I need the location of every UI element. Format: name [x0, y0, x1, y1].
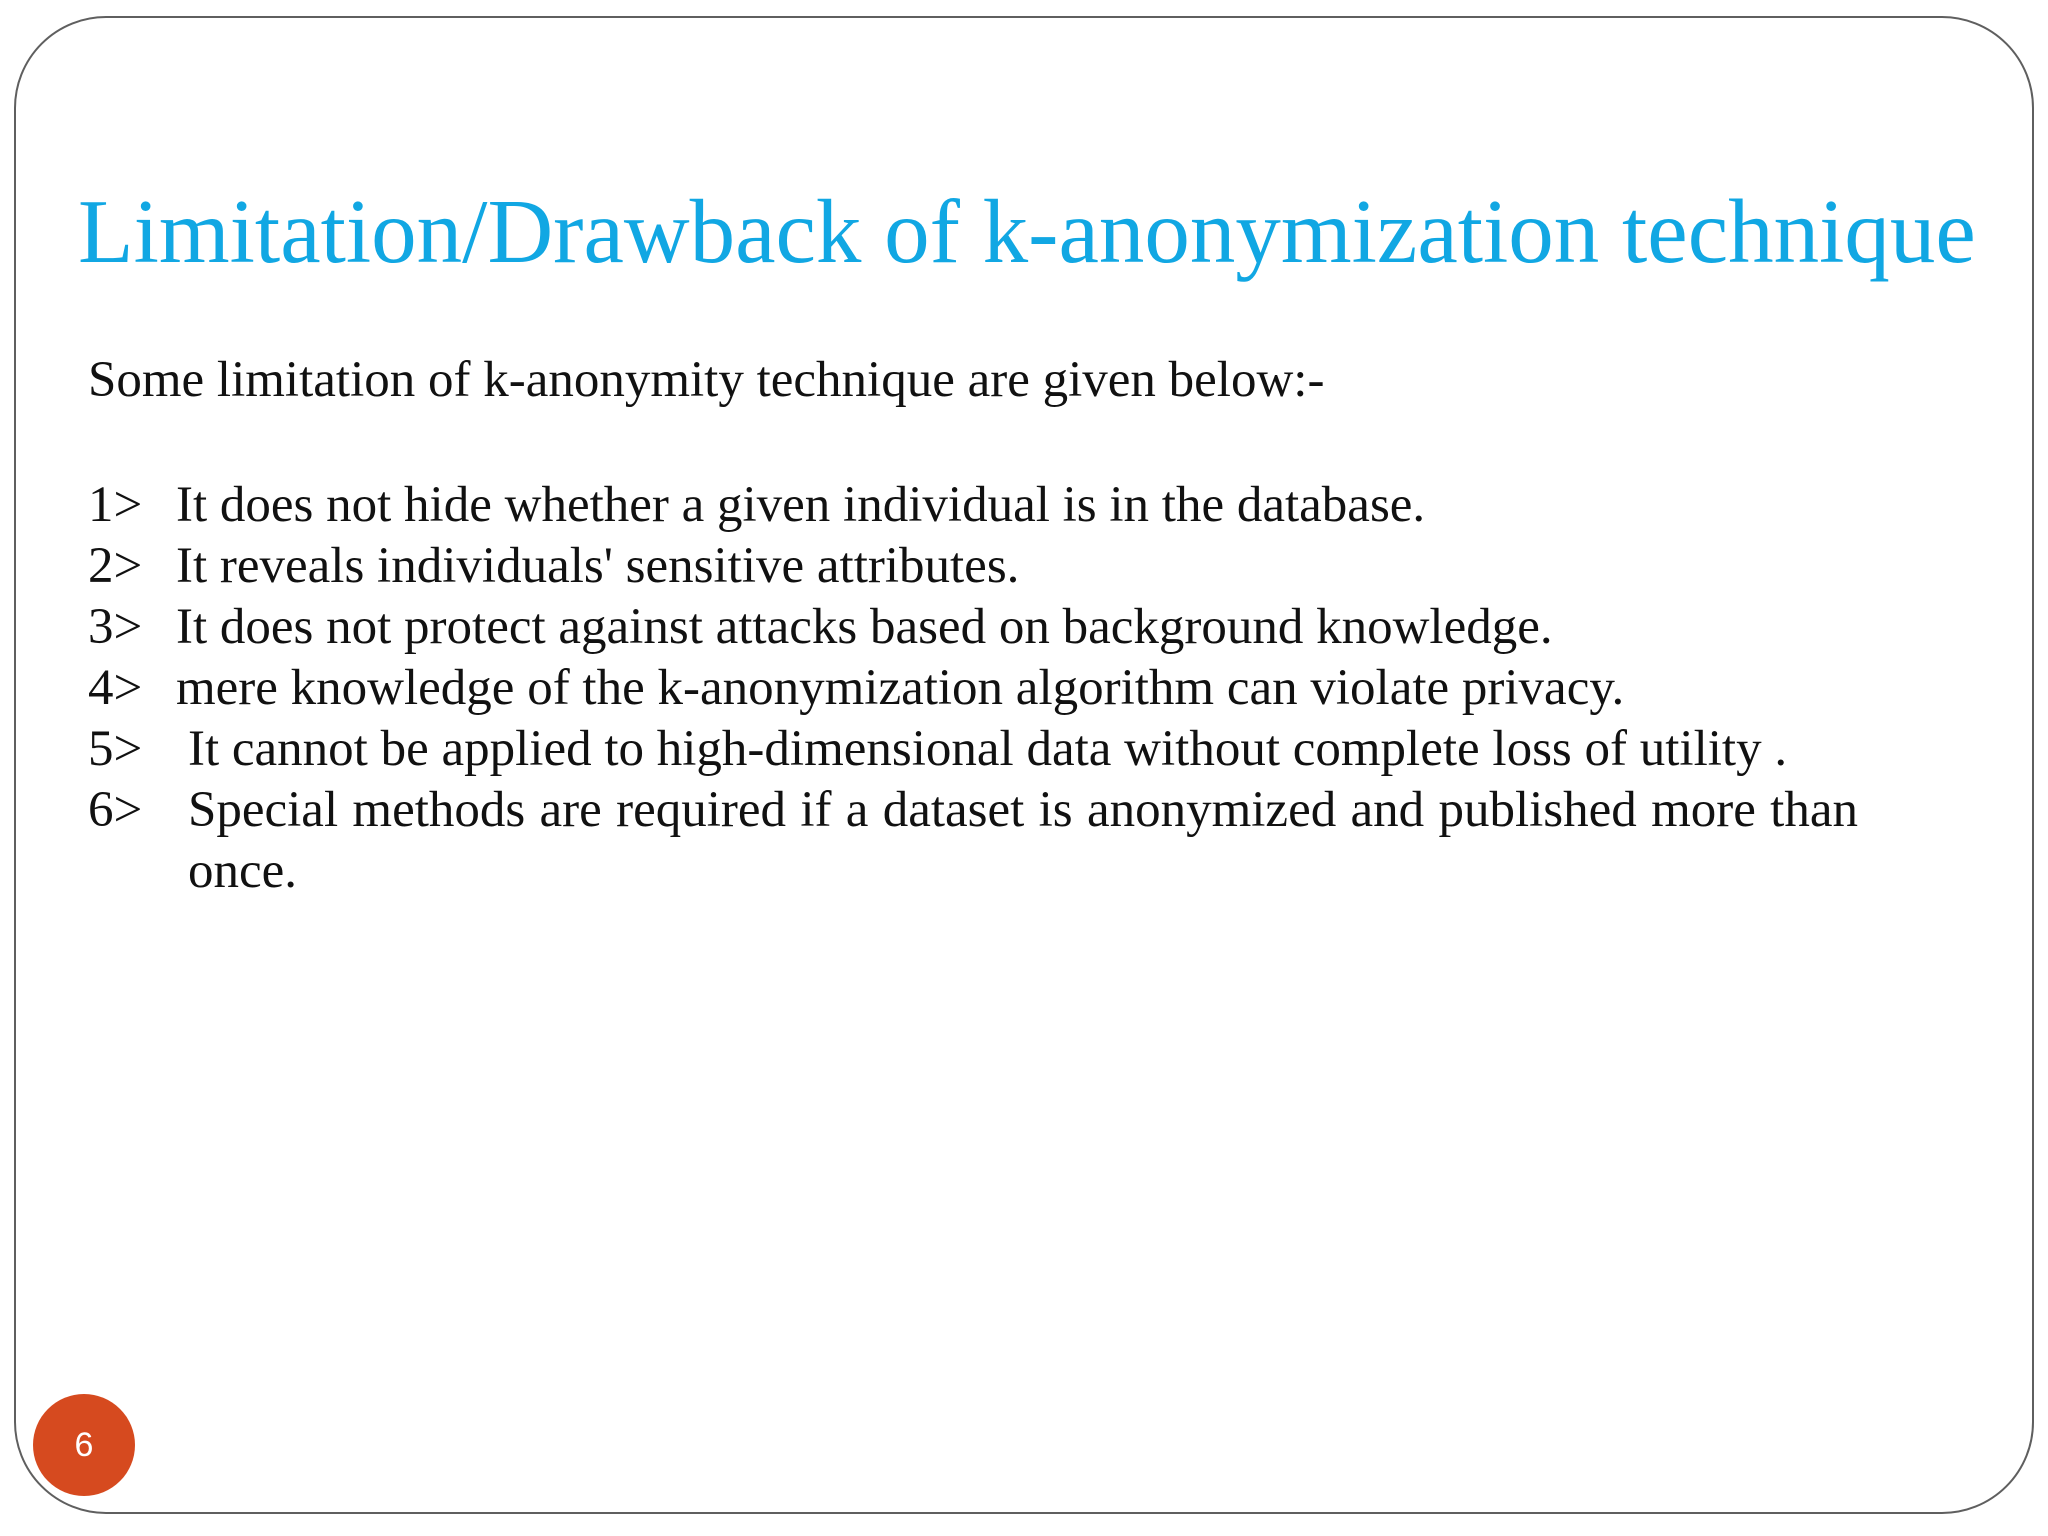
list-item — [88, 536, 1858, 597]
list-item — [88, 597, 1858, 658]
slide-title: Limitation/Drawback of k-anonymization technique — [78, 181, 1976, 282]
list-item — [88, 780, 1858, 902]
list-item — [88, 658, 1858, 719]
slide-content — [88, 350, 1858, 902]
page-number-badge: 6 — [33, 1394, 135, 1496]
intro-text: Some limitation of k-anonymity technique are given below:- — [88, 352, 1325, 408]
list-item — [88, 719, 1858, 780]
item-text: mere knowledge of the k-anonymization algorithm can violate privacy. — [176, 660, 1625, 716]
item-text: It does not protect against attacks based on background knowledge. — [176, 599, 1553, 655]
item-text: It cannot be applied to high-dimensional data without complete loss of utility . — [188, 721, 1788, 777]
item-text: Special methods are required if a dataset is anonymized and published more than once. — [188, 782, 1858, 899]
item-number: 5> — [88, 721, 143, 777]
item-number: 1> — [88, 477, 143, 533]
item-number: 2> — [88, 538, 143, 594]
item-text: It reveals individuals' sensitive attributes. — [176, 538, 1020, 594]
item-number: 3> — [88, 599, 143, 655]
item-number: 6> — [88, 782, 143, 838]
list-item — [88, 475, 1858, 536]
item-text: It does not hide whether a given individual is in the database. — [176, 477, 1426, 533]
item-number: 4> — [88, 660, 143, 716]
